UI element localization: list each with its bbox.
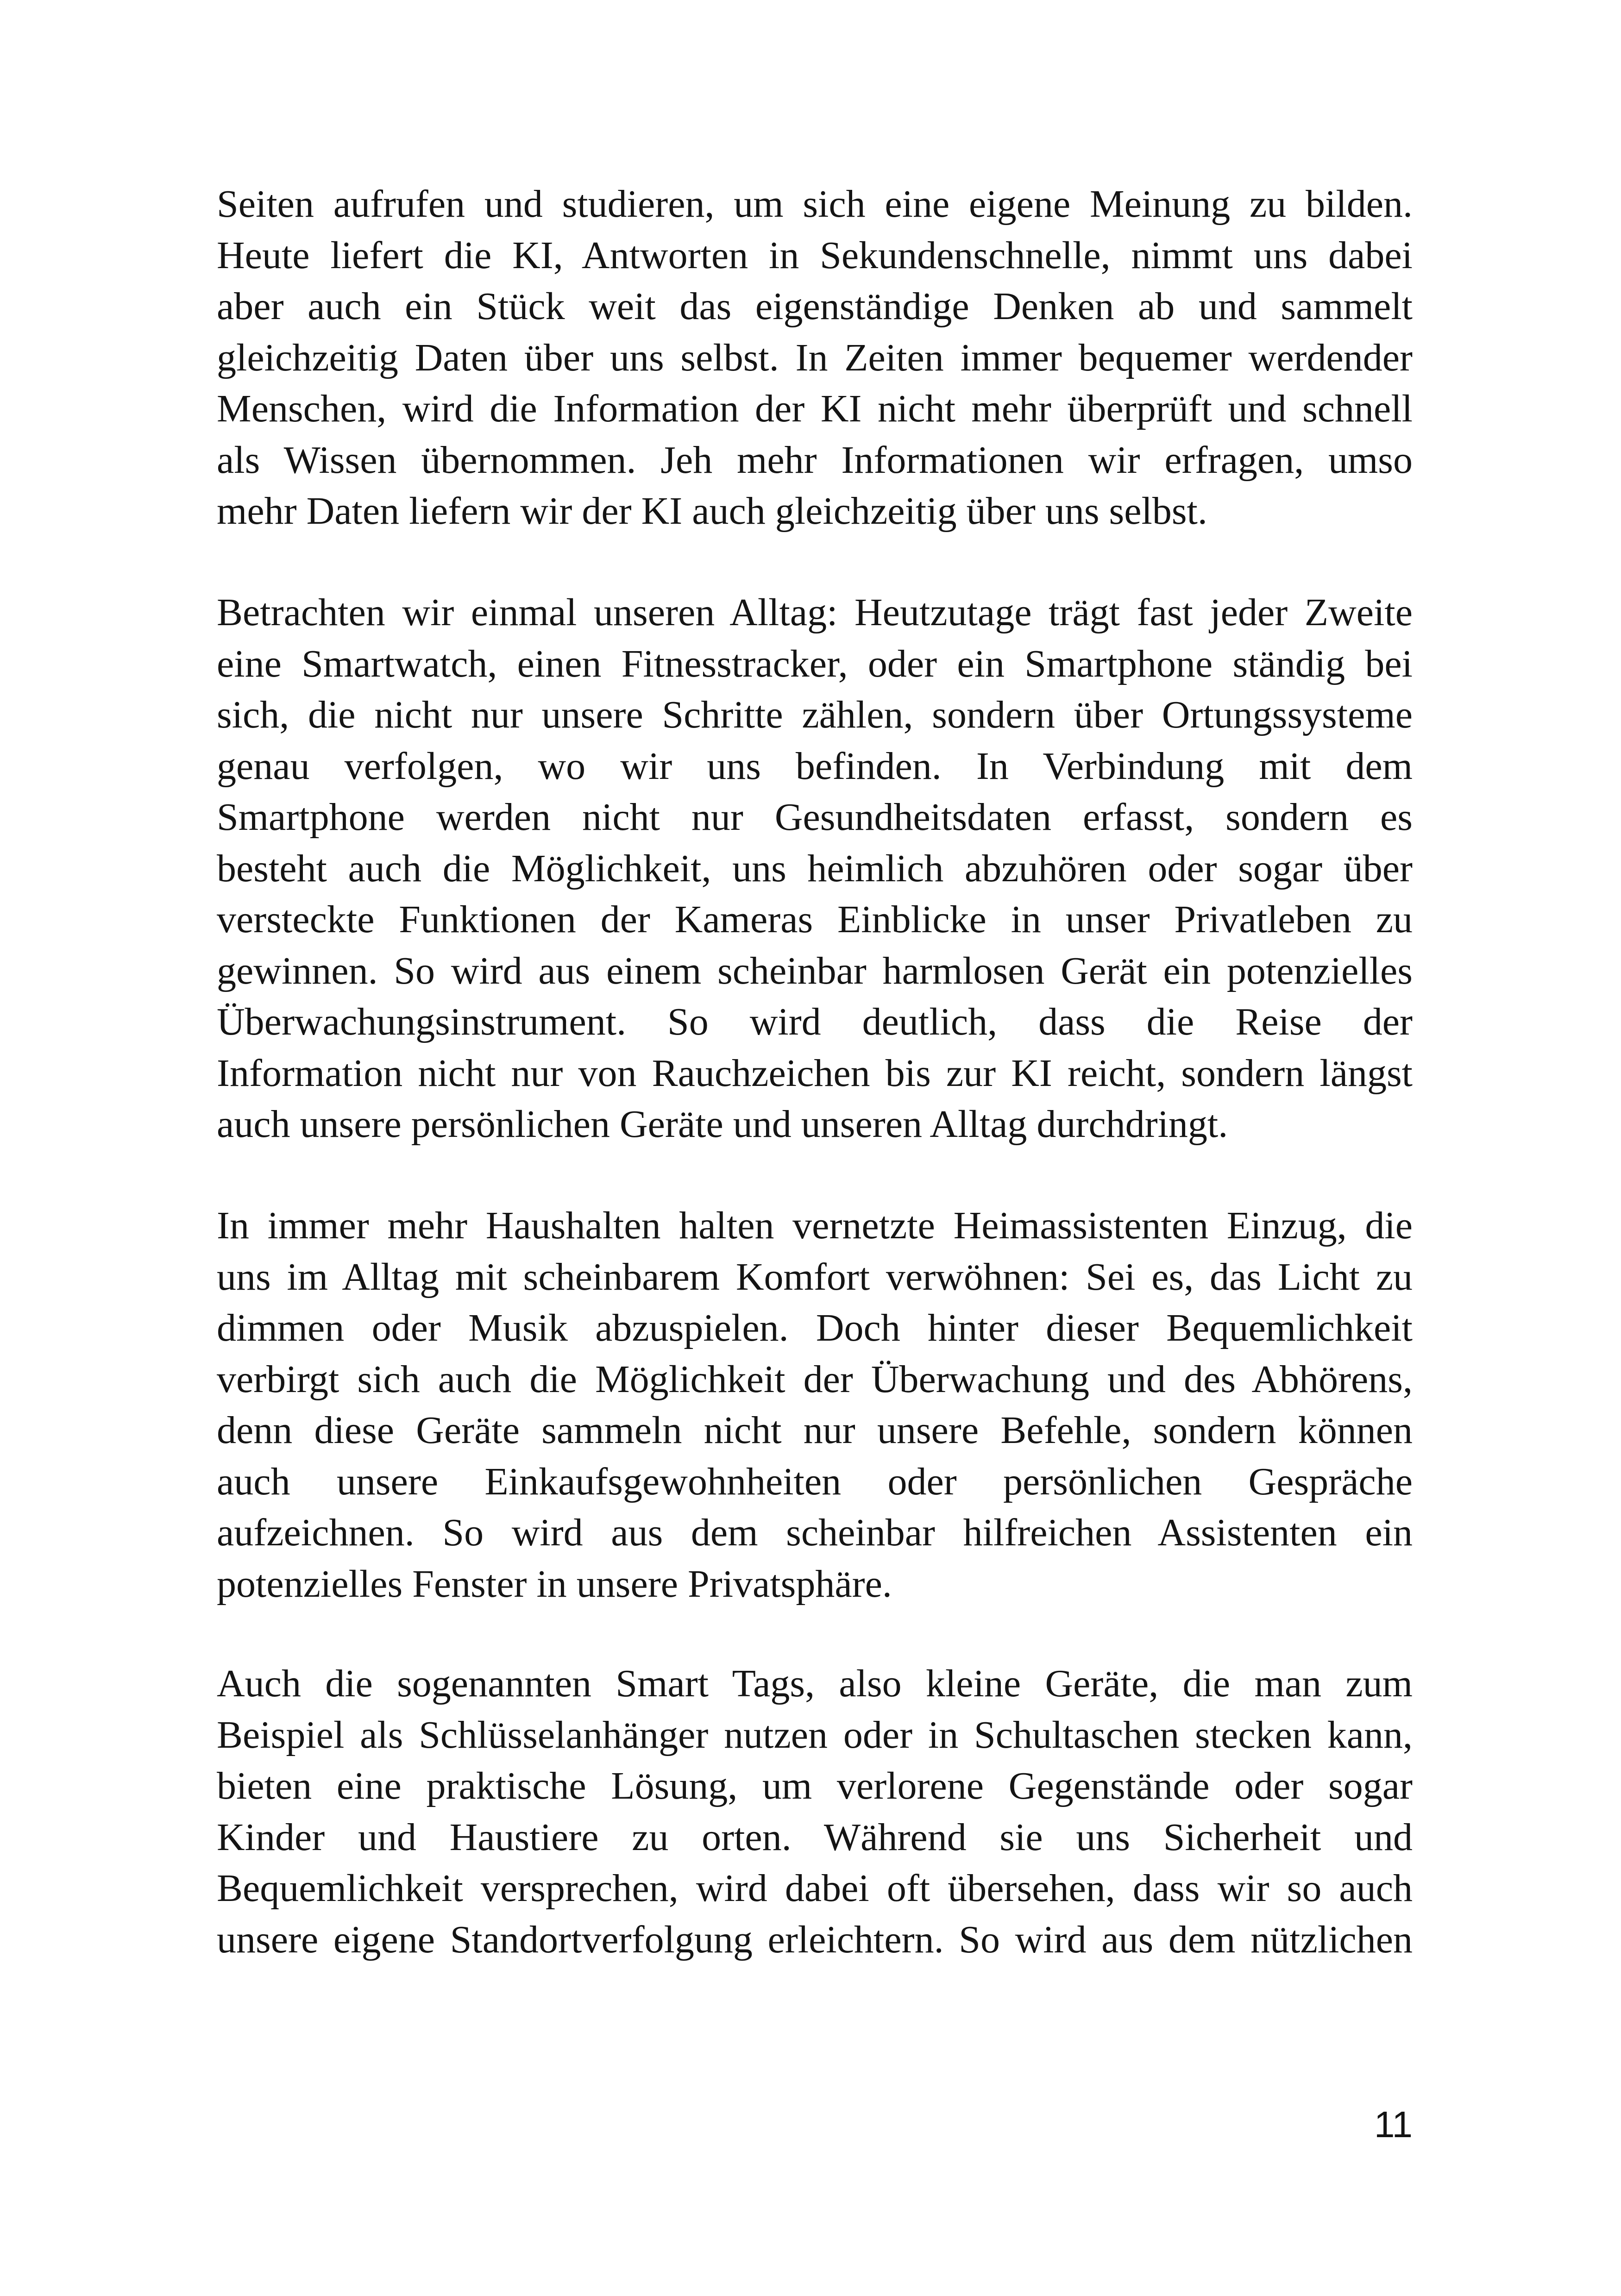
text-line: verbirgt sich auch die Möglichkeit der Überwachung und des Abhörens, xyxy=(217,1357,1413,1401)
text-line: Menschen, wird die Information der KI nicht mehr überprüft und schnell xyxy=(217,387,1413,430)
paragraph-3 xyxy=(217,1200,1413,1610)
page-number: 11 xyxy=(1374,2104,1413,2145)
text-line: potenzielles Fenster in unsere Privatsphäre. xyxy=(217,1562,892,1606)
text-line: Bequemlichkeit versprechen, wird dabei oft übersehen, dass wir so auch xyxy=(217,1867,1413,1910)
text-line: unsere eigene Standortverfolgung erleichtern. So wird aus dem nützlichen xyxy=(217,1918,1413,1961)
text-line: In immer mehr Haushalten halten vernetzte Heimassistenten Einzug, die xyxy=(217,1204,1413,1247)
text-line: auch unsere persönlichen Geräte und unseren Alltag durchdringt. xyxy=(217,1103,1228,1146)
paragraph-4 xyxy=(217,1658,1413,1965)
text-line: gewinnen. So wird aus einem scheinbar harmlosen Gerät ein potenzielles xyxy=(217,949,1413,992)
text-line: versteckte Funktionen der Kameras Einblicke in unser Privatleben zu xyxy=(217,898,1413,941)
text-line: Beispiel als Schlüsselanhänger nutzen oder in Schultaschen stecken kann, xyxy=(217,1713,1413,1757)
text-line: Betrachten wir einmal unseren Alltag: Heutzutage trägt fast jeder Zweite xyxy=(217,591,1413,634)
text-line: Kinder und Haustiere zu orten. Während sie uns Sicherheit und xyxy=(217,1815,1413,1859)
text-line: dimmen oder Musik abzuspielen. Doch hinter dieser Bequemlichkeit xyxy=(217,1306,1413,1349)
text-line: aufzeichnen. So wird aus dem scheinbar hilfreichen Assistenten ein xyxy=(217,1511,1413,1554)
text-line: besteht auch die Möglichkeit, uns heimlich abzuhören oder sogar über xyxy=(217,847,1413,890)
text-line: als Wissen übernommen. Jeh mehr Informationen wir erfragen, umso xyxy=(217,438,1413,482)
text-line: uns im Alltag mit scheinbarem Komfort verwöhnen: Sei es, das Licht zu xyxy=(217,1255,1413,1299)
text-line: auch unsere Einkaufsgewohnheiten oder persönlichen Gespräche xyxy=(217,1460,1413,1503)
text-line: mehr Daten liefern wir der KI auch gleichzeitig über uns selbst. xyxy=(217,489,1207,533)
text-line: Smartphone werden nicht nur Gesundheitsdaten erfasst, sondern es xyxy=(217,796,1413,839)
text-line: gleichzeitig Daten über uns selbst. In Zeiten immer bequemer werdender xyxy=(217,336,1413,379)
text-line: Information nicht nur von Rauchzeichen bis zur KI reicht, sondern längst xyxy=(217,1051,1413,1095)
text-line: aber auch ein Stück weit das eigenständige Denken ab und sammelt xyxy=(217,285,1413,328)
text-line: sich, die nicht nur unsere Schritte zählen, sondern über Ortungssysteme xyxy=(217,693,1413,736)
text-line: Seiten aufrufen und studieren, um sich eine eigene Meinung zu bilden. xyxy=(217,182,1413,226)
text-line: eine Smartwatch, einen Fitnesstracker, oder ein Smartphone ständig bei xyxy=(217,642,1413,685)
text-line: genau verfolgen, wo wir uns befinden. In Verbindung mit dem xyxy=(217,744,1413,788)
text-line: Heute liefert die KI, Antworten in Sekundenschnelle, nimmt uns dabei xyxy=(217,233,1413,277)
text-line: Auch die sogenannten Smart Tags, also kleine Geräte, die man zum xyxy=(217,1662,1413,1705)
text-line: denn diese Geräte sammeln nicht nur unsere Befehle, sondern können xyxy=(217,1409,1413,1452)
paragraph-1 xyxy=(217,179,1413,537)
text-line: Überwachungsinstrument. So wird deutlich, dass die Reise der xyxy=(217,1000,1413,1043)
text-line: bieten eine praktische Lösung, um verlorene Gegenstände oder sogar xyxy=(217,1764,1413,1807)
paragraph-2 xyxy=(217,587,1413,1150)
